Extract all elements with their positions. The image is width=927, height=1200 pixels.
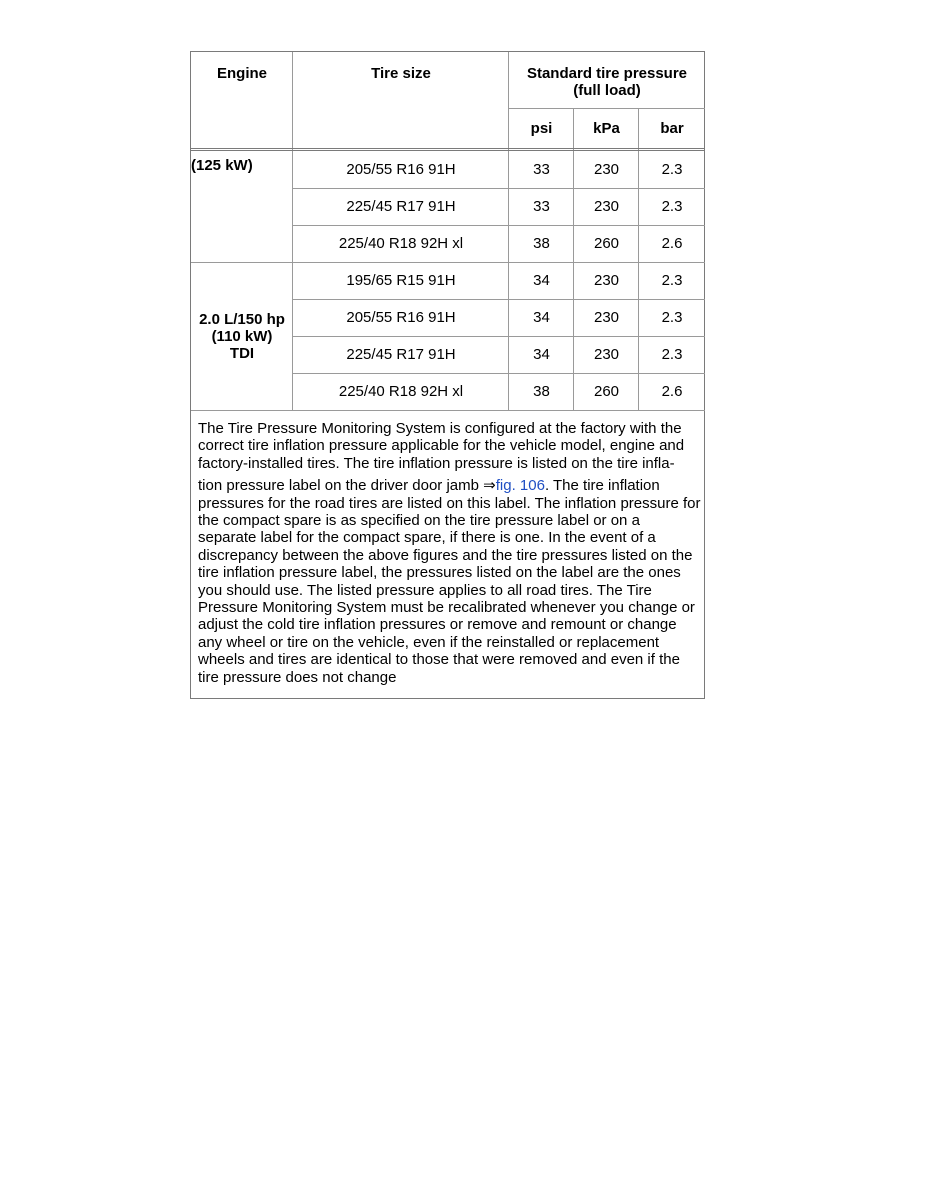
bar-value: 2.6 — [661, 383, 683, 400]
psi-cell — [509, 299, 574, 336]
engine-cell-tdi — [191, 262, 293, 410]
kpa-cell — [574, 262, 639, 299]
psi-value: 33 — [533, 198, 550, 215]
kpa-value: 230 — [593, 272, 620, 289]
bar-cell — [639, 188, 705, 225]
engine-cell-125kw — [191, 151, 293, 262]
psi-cell — [509, 151, 574, 188]
header-unit-psi-label: psi — [530, 119, 553, 137]
group-divider — [191, 262, 705, 263]
header-double-rule — [191, 148, 704, 151]
kpa-cell — [574, 336, 639, 373]
note-text: tion pressure label on the driver door jamb ⇒ — [198, 477, 496, 495]
header-unit-bar-label: bar — [660, 119, 684, 137]
engine-line: (110 kW) — [211, 327, 273, 345]
bar-cell — [639, 151, 705, 188]
header-tire-size — [293, 52, 509, 108]
kpa-cell — [574, 299, 639, 336]
kpa-value: 230 — [593, 161, 620, 178]
engine-line: (125 kW) — [191, 157, 253, 174]
row-divider — [293, 373, 705, 374]
tire-size-cell — [293, 299, 509, 336]
psi-value: 34 — [533, 309, 550, 326]
row-divider — [293, 299, 705, 300]
note-paragraph — [198, 477, 701, 686]
kpa-value: 260 — [593, 235, 620, 252]
kpa-cell — [574, 188, 639, 225]
psi-cell — [509, 262, 574, 299]
tire-size-cell — [293, 262, 509, 299]
psi-value: 33 — [533, 161, 550, 178]
bar-value: 2.3 — [661, 272, 683, 289]
kpa-cell — [574, 373, 639, 410]
header-tire-size-label: Tire size — [371, 65, 431, 82]
tire-size-cell — [293, 188, 509, 225]
bar-cell — [639, 225, 705, 262]
row-divider — [293, 336, 705, 337]
row-divider — [293, 225, 705, 226]
tpms-note — [198, 420, 701, 686]
bar-value: 2.3 — [661, 309, 683, 326]
header-standard-pressure — [509, 52, 705, 108]
tire-size-value: 195/65 R15 91H — [346, 272, 456, 289]
kpa-value: 230 — [593, 198, 620, 215]
psi-cell — [509, 188, 574, 225]
row-divider — [509, 108, 705, 109]
bar-value: 2.3 — [661, 198, 683, 215]
bar-cell — [639, 373, 705, 410]
tire-size-value: 225/40 R18 92H xl — [338, 383, 464, 400]
header-engine-label: Engine — [216, 65, 267, 82]
bar-cell — [639, 262, 705, 299]
psi-cell — [509, 225, 574, 262]
kpa-value: 260 — [593, 383, 620, 400]
column-divider — [292, 52, 293, 410]
tire-size-cell — [293, 336, 509, 373]
tire-size-value: 205/55 R16 91H — [346, 161, 456, 178]
kpa-cell — [574, 151, 639, 188]
note-text: The Tire Pressure Monitoring System is configured at the factory with the correct tire inflation pressure applicable for the vehicle model, engine and factory-installed tires. The tire inflation pressure is listed on the tire infla- — [198, 420, 685, 472]
header-unit-kpa-label: kPa — [593, 119, 620, 137]
fig-106-link[interactable]: fig. 106 — [495, 477, 545, 495]
header-unit-bar — [639, 108, 705, 148]
row-divider — [293, 188, 705, 189]
engine-line: TDI — [229, 344, 255, 362]
column-divider — [638, 108, 639, 410]
tire-size-cell — [293, 225, 509, 262]
bar-value: 2.6 — [661, 235, 683, 252]
tire-size-value: 225/45 R17 91H — [346, 346, 456, 363]
bar-cell — [639, 336, 705, 373]
header-unit-psi — [509, 108, 574, 148]
engine-line: 2.0 L/150 hp — [199, 310, 285, 328]
tire-size-value: 205/55 R16 91H — [346, 309, 456, 326]
psi-cell — [509, 336, 574, 373]
column-divider — [508, 52, 509, 410]
note-text: . The tire inflation pressures for the road tires are listed on this label. The inflation pressure for the compact spare is as specified on the tire pressure label or on a separate label for the compact spare, if there is one. In the event of a discrepancy between the above figures and the tire pressures listed on the tire inflation pressure label, the pressures listed on the label are the ones you should use. The listed pressure applies to all road tires. The Tire Pressure Monitoring System must be recalibrated whenever you change or adjust the cold tire inflation pressures or remove and remount or change any wheel or tire on the vehicle, even if the reinstalled or replacement wheels and tires are identical to those that were removed and even if the tire pressure does not change — [198, 477, 701, 686]
psi-cell — [509, 373, 574, 410]
tire-pressure-table — [190, 51, 705, 699]
psi-value: 38 — [533, 383, 550, 400]
header-engine — [191, 52, 293, 108]
bar-value: 2.3 — [661, 346, 683, 363]
psi-value: 38 — [533, 235, 550, 252]
kpa-value: 230 — [593, 309, 620, 326]
psi-value: 34 — [533, 346, 550, 363]
bar-value: 2.3 — [661, 161, 683, 178]
kpa-cell — [574, 225, 639, 262]
kpa-value: 230 — [593, 346, 620, 363]
table-bottom-rule — [191, 410, 705, 411]
tire-size-cell — [293, 151, 509, 188]
header-pressure-title: Standard tire pressure — [526, 65, 688, 82]
tire-size-value: 225/40 R18 92H xl — [338, 235, 464, 252]
psi-value: 34 — [533, 272, 550, 289]
column-divider — [573, 108, 574, 410]
header-pressure-subtitle: (full load) — [573, 82, 641, 99]
tire-size-value: 225/45 R17 91H — [346, 198, 456, 215]
bar-cell — [639, 299, 705, 336]
header-unit-kpa — [574, 108, 639, 148]
tire-size-cell — [293, 373, 509, 410]
note-paragraph — [198, 420, 701, 472]
